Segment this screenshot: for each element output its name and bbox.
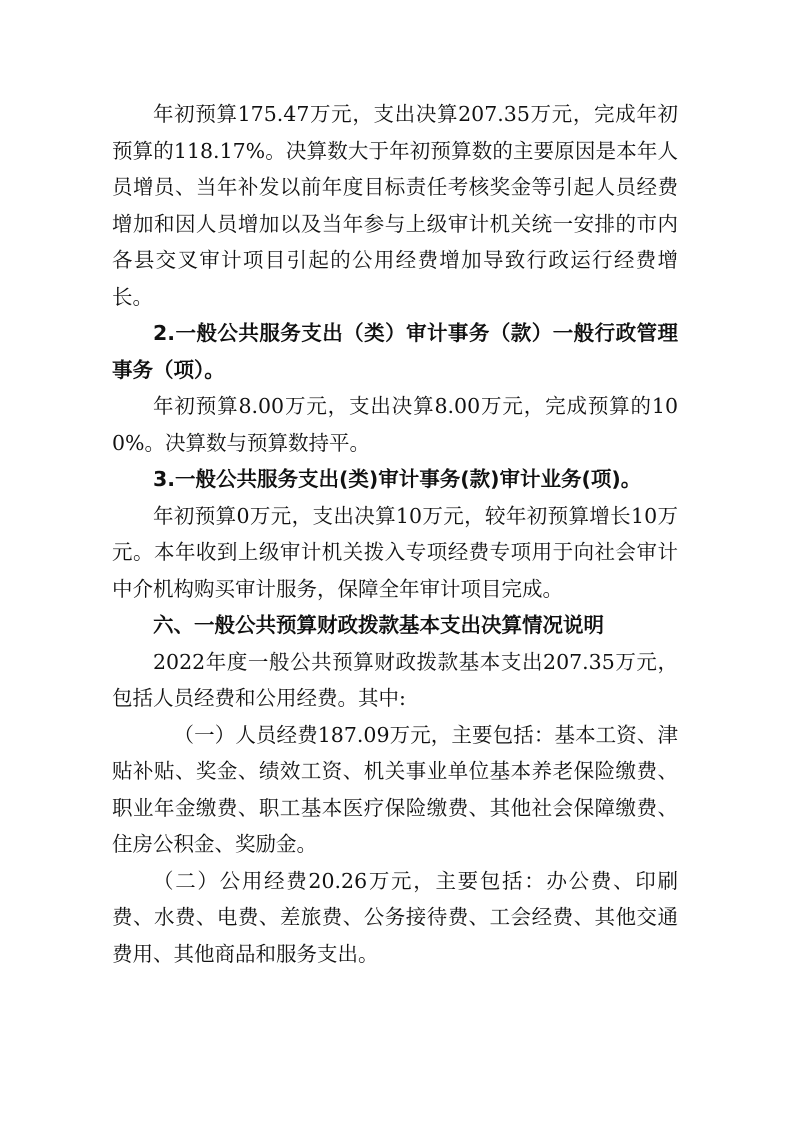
paragraph-personnel-expenses: （一）人员经费187.09万元，主要包括：基本工资、津贴补贴、奖金、绩效工资、机关事业单位基本养老保险缴费、职业年金缴费、职工基本医疗保险缴费、其他社会保障缴费、住房公积金、奖励金。 [112, 722, 678, 856]
paragraph-admin-operation-detail: 年初预算175.47万元，支出决算207.35万元，完成年初预算的118.17%。决算数大于年初预算数的主要原因是本年人员增员、当年补发以前年度目标责任考核奖金等引起人员经费增加和因人员增加以及当年参与上级审计机关统一安排的市内各县交叉审计项目引起的公用经费增加导致行政运行经费增长。 [112, 102, 678, 309]
paragraph-audit-business: 年初预算0万元，支出决算10万元，较年初预算增长10万元。本年收到上级审计机关拨入专项经费专项用于向社会审计中介机构购买审计服务，保障全年审计项目完成。 [112, 503, 678, 601]
section-heading-basic-expenditure: 六、一般公共预算财政拨款基本支出决算情况说明 [153, 613, 604, 637]
heading-general-admin-affairs: 2.一般公共服务支出（类）审计事务（款）一般行政管理事务（项）。 [112, 321, 678, 382]
paragraph-basic-expenditure-total: 2022年度一般公共预算财政拨款基本支出207.35万元，包括人员经费和公用经费。其中: [112, 649, 678, 710]
document-body [112, 96, 678, 972]
paragraph-general-admin-affairs: 年初预算8.00万元，支出决算8.00万元，完成预算的100%。决算数与预算数持平。 [112, 394, 678, 455]
paragraph-public-expenses: （二）公用经费20.26万元，主要包括：办公费、印刷费、水费、电费、差旅费、公务接待费、工会经费、其他交通费用、其他商品和服务支出。 [112, 868, 678, 966]
heading-audit-business: 3.一般公共服务支出(类)审计事务(款)审计业务(项)。 [153, 467, 642, 491]
